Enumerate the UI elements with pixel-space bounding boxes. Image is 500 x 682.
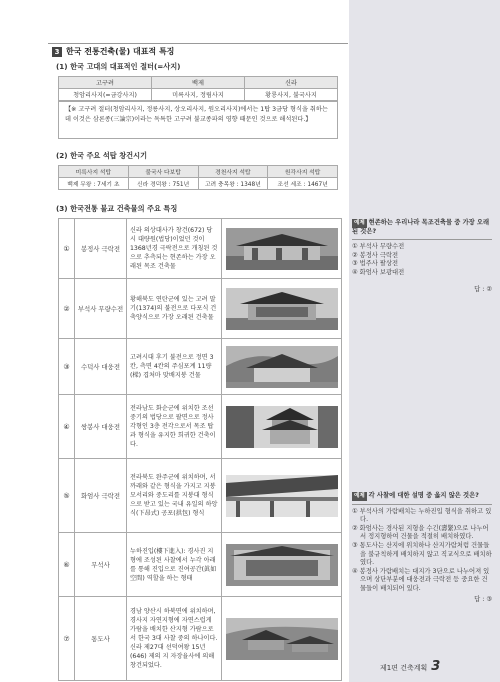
row-number: ⑤ xyxy=(59,459,75,533)
photo-cell xyxy=(222,459,342,533)
page-footer xyxy=(380,659,440,674)
temple-photo xyxy=(226,406,338,448)
building-description: 고려시대 후기 불전으로 정면 3칸, 측면 4칸의 주심포계 11량(樑) 겹처마 맞배지붕 건물 xyxy=(127,339,222,395)
quiz-question xyxy=(352,219,492,236)
building-name: 봉정사 극락전 xyxy=(75,219,127,279)
table-header: 불국사 다보탑 xyxy=(128,166,198,178)
section-title-text: 한국 전통건축(물) 대표적 특징 xyxy=(66,47,175,56)
table-row xyxy=(59,219,342,279)
photo-cell xyxy=(222,219,342,279)
quiz-option: ② 봉정사 극락전 xyxy=(352,251,399,259)
row-number: ① xyxy=(59,219,75,279)
building-description: 전라북도 완주군에 위치하며, 서까래와 같은 형식을 가지고 지붕모서리와 중도리를 지붕대 형식으로 받고 있는 국내 유일의 하앙식(下昂式) 공포(拱包) 형식 xyxy=(127,459,222,533)
building-name: 무석사 xyxy=(75,533,127,597)
temple-photo xyxy=(226,346,338,388)
quiz-question-text: 현존하는 우리나라 목조건축물 중 가장 오래된 것은? xyxy=(352,219,490,235)
table-row xyxy=(59,339,342,395)
quiz-option: ② 화엄사는 경사된 지형을 수긴(壽緊)으로 나누어서 정지형하여 건물을 적절히 배치하였다. xyxy=(352,524,489,541)
buddhist-buildings-table xyxy=(58,218,342,681)
quiz-badge: 예제 xyxy=(354,493,365,499)
table-cell: 조선 세조 : 1467년 xyxy=(268,178,338,190)
photo-cell xyxy=(222,339,342,395)
photo-cell xyxy=(222,533,342,597)
table-header: 미륵사지 석탑 xyxy=(59,166,129,178)
row-number: ⑦ xyxy=(59,597,75,681)
quiz-answer: 답 : ② xyxy=(474,285,492,293)
table-header: 원각사지 석탑 xyxy=(268,166,338,178)
photo-cell xyxy=(222,597,342,681)
quiz-option: ① 부석사 무량수전 xyxy=(352,243,405,251)
footer-label: 제1편 건축계획 xyxy=(380,664,428,672)
subheading-buddhist-architecture: (3) 한국전통 불교 건축물의 주요 특징 xyxy=(56,204,178,213)
building-description: 경남 양산시 하북면에 위치하며, 경사지 자연지형에 자연스럽게 가람을 배치한 산지형 가람으로서 한국 3대 사찰 중의 하나이다. 신라 제27대 선덕여왕 15년(646) 제의 지 자장율사에 의해 창건되었다. xyxy=(127,597,222,681)
quiz-2 xyxy=(352,492,492,604)
table-cell: 황룡사지, 불국사지 xyxy=(245,89,338,101)
row-number: ⑥ xyxy=(59,533,75,597)
table-cell: 백제 무왕 : 7세기 초 xyxy=(59,178,129,190)
quiz-1 xyxy=(352,219,492,294)
quiz-option: ④ 화엄사 보광대전 xyxy=(352,268,405,276)
temple-sites-table xyxy=(58,76,338,101)
building-description: 누하진입(樓下進入): 경사진 지형에 조성된 사찰에서 누각 아래를 통해 진입으로 진여공간(眞如空間) 역할을 하는 형태 xyxy=(127,533,222,597)
building-description: 황해북도 연탄군에 있는 고려 말기(1374)의 불전으로 다포식 건축양식으로 가장 오래된 건축물 xyxy=(127,279,222,339)
table-header: 신라 xyxy=(245,77,338,89)
section-title xyxy=(52,46,174,57)
divider xyxy=(352,239,492,240)
temple-photo xyxy=(226,544,338,586)
building-name: 부석사 무량수전 xyxy=(75,279,127,339)
photo-cell xyxy=(222,395,342,459)
quiz-answer: 답 : ③ xyxy=(474,595,492,603)
quiz-badge: 예제 xyxy=(354,220,365,226)
building-description: 전라남도 화순군에 위치한 조선중기의 법당으로 팔면으로 정사각형인 3층 전각으로서 목조 탑과 형식을 유지한 희귀한 건축이다. xyxy=(127,395,222,459)
table-row xyxy=(59,533,342,597)
table-row xyxy=(59,279,342,339)
temple-photo xyxy=(226,228,338,270)
quiz-option: ① 부석사의 가람배치는 누하진입 형식을 취하고 있다. xyxy=(352,507,492,524)
stone-pagoda-table xyxy=(58,165,338,190)
building-description: 신라 의상대사가 창건(672) 당시 대량원(법당)이었던 것이 1368년경 극락전으로 개칭된 것으로 추측되는 현존하는 가장 오래된 목조 건축물 xyxy=(127,219,222,279)
table-cell: 신라 경덕왕 : 751년 xyxy=(128,178,198,190)
table-row xyxy=(59,395,342,459)
table-header: 경천사지 석탑 xyxy=(198,166,268,178)
building-name: 수덕사 대웅전 xyxy=(75,339,127,395)
table-header: 백제 xyxy=(152,77,245,89)
table-header: 고구려 xyxy=(59,77,152,89)
quiz-question xyxy=(352,492,492,501)
quiz-question-text: 각 사찰에 대한 설명 중 옳지 않은 것은? xyxy=(368,492,479,499)
row-number: ③ xyxy=(59,339,75,395)
subheading-temple-sites: (1) 한국 고대의 대표적인 절터(=사지) xyxy=(56,62,181,71)
table-cell: 청암리사지(=금강사지) xyxy=(59,89,152,101)
building-name: 쌍봉사 대웅전 xyxy=(75,395,127,459)
temple-photo xyxy=(226,618,338,660)
row-number: ④ xyxy=(59,395,75,459)
table-row xyxy=(59,459,342,533)
photo-cell xyxy=(222,279,342,339)
quiz-option: ③ 법주사 팔상전 xyxy=(352,260,399,268)
section-number-badge: 3 xyxy=(52,47,62,57)
temple-photo xyxy=(226,288,338,330)
table-row xyxy=(59,597,342,681)
quiz-option: ③ 통도사는 산지에 위치하나 산지가람처럼 건물들을 불규칙하게 배치하지 않고 직교식으로 배치하였다. xyxy=(352,541,492,567)
table-cell: 고려 충목왕 : 1348년 xyxy=(198,178,268,190)
header-rule xyxy=(48,43,348,44)
row-number: ② xyxy=(59,279,75,339)
subheading-stone-pagodas: (2) 한국 주요 석탑 창건시기 xyxy=(56,151,148,160)
building-name: 화엄사 극락전 xyxy=(75,459,127,533)
temple-photo xyxy=(226,475,338,517)
quiz-option: ④ 봉정사 가람배치는 대지가 3단으로 나누어져 있으며 상단부분에 대웅전과 극락전 등 중요한 건물들이 배치되어 있다. xyxy=(352,567,490,592)
page-number: 3 xyxy=(431,659,441,674)
building-name: 통도사 xyxy=(75,597,127,681)
table-cell: 미륵사지, 정림사지 xyxy=(152,89,245,101)
divider xyxy=(352,504,492,505)
goguryeo-note: 【※ 고구려 절터(청암리사지, 정릉사지, 상오리사지, 원오리사지)에서는 1탑 3금당 형식을 취하는데 이것은 삼론종(三論宗)이라는 독특한 고구려 불교종파의 영향 때문인 것으로 해석된다.】 xyxy=(58,101,338,139)
